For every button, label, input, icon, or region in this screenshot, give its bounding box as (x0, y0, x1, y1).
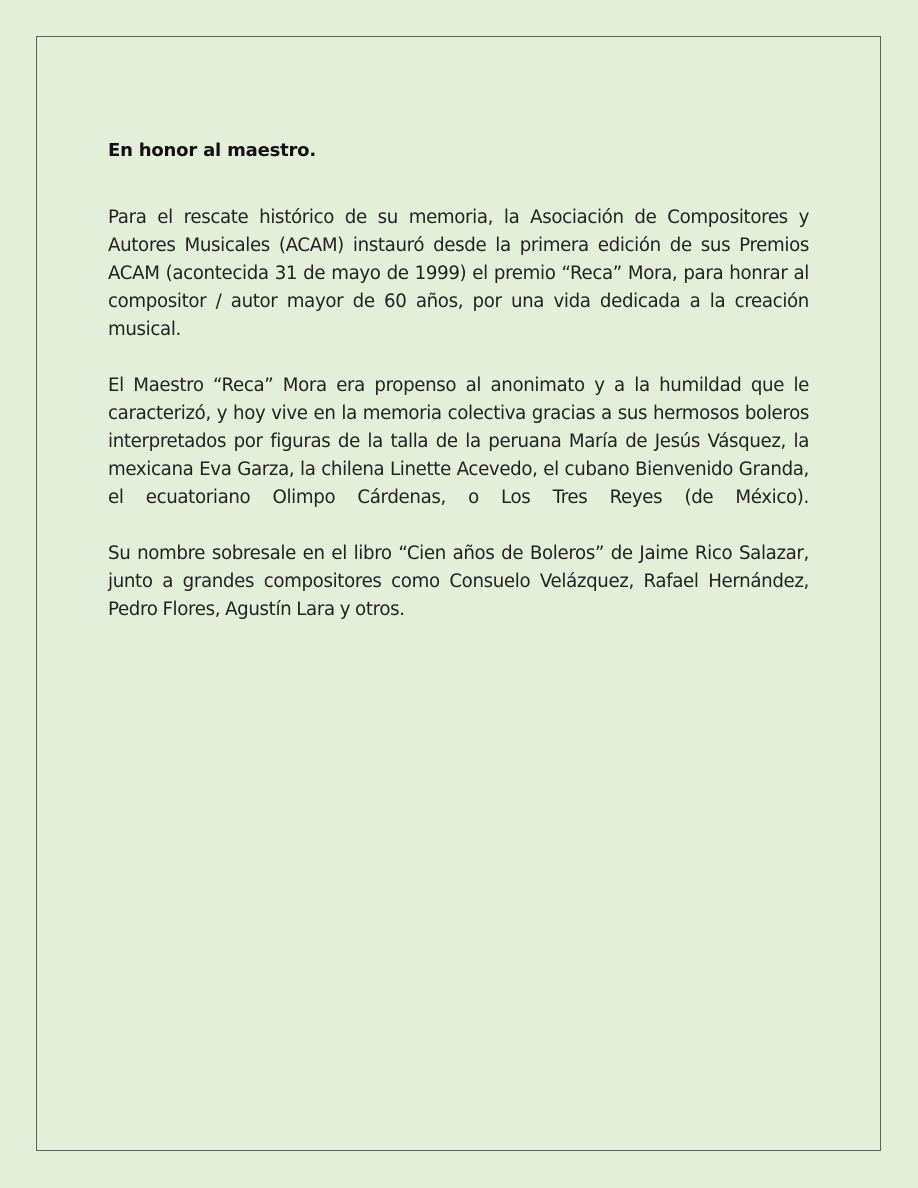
document-body (108, 138, 809, 652)
document-heading: En honor al maestro. (108, 140, 316, 161)
paragraph-book-mention: Su nombre sobresale en el libro “Cien años de Boleros” de Jaime Rico Salazar, junto a grandes compositores como Consuelo Velázquez, Rafael Hernández, Pedro Flores, Agustín Lara y otros. (108, 543, 809, 620)
paragraph-award-history: Para el rescate histórico de su memoria, la Asociación de Compositores y Autores Musicales (ACAM) instauró desde la primera edición de sus Premios ACAM (acontecida 31 de mayo de 1999) el premio “Reca” Mora, para honrar al compositor / autor mayor de 60 años, por una vida dedicada a la creación musical. (108, 207, 809, 340)
paragraph-boleros-interpreters: El Maestro “Reca” Mora era propenso al anonimato y a la humildad que le caracterizó, y hoy vive en la memoria colectiva gracias a sus hermosos boleros interpretados por figuras de la talla de la peruana María de Jesús Vásquez, la mexicana Eva Garza, la chilena Linette Acevedo, el cubano Bienvenido Granda, el ecuatoriano Olimpo Cárdenas, o Los Tres Reyes (de México). (108, 375, 809, 508)
